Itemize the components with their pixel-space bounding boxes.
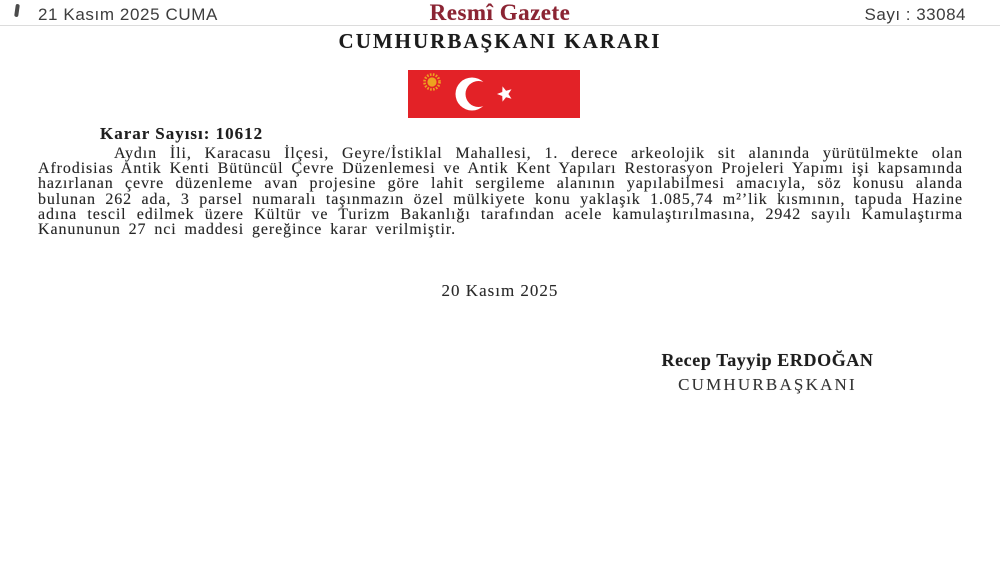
turkish-flag-graphic	[408, 70, 580, 118]
decision-body-text: Aydın İli, Karacasu İlçesi, Geyre/İstiklal Mahallesi, 1. derece arkeolojik sit alanında yürütülmekte olan Afrodisias Antik Kenti Bütüncül Çevre Düzenlemesi ve Antik Kent Yapıları Restorasyon Projeleri Yapımı işi kapsamında hazırlanan çevre düzenleme avan projesine göre lahit sergileme alanının yapılabilmesi amacıyla, söz konusu alanda bulunan 262 ada, 3 parsel numaralı taşınmazın özel mülkiyete konu yaklaşık 1.085,74 m²’lik kısmının, tapuda Hazine adına tescil edilmek üzere Kültür ve Turizm Bakanlığı tarafından acele kamulaştırılmasına, 2942 sayılı Kamulaştırma Kanununun 27 nci maddesi gereğince karar verilmiştir.	[38, 145, 963, 239]
gazette-date: 21 Kasım 2025 CUMA	[38, 5, 218, 24]
masthead-divider	[0, 25, 1000, 26]
decision-heading: CUMHURBAŞKANI KARARI	[338, 29, 662, 53]
signature-block	[565, 350, 970, 395]
decision-date: 20 Kasım 2025	[441, 281, 559, 300]
flag-field	[408, 70, 580, 118]
turkish-presidential-flag-image	[408, 70, 580, 118]
decision-number-line: Karar Sayısı: 10612	[100, 124, 264, 143]
gazette-title: Resmî Gazete	[429, 0, 571, 25]
presidential-seal-sun	[427, 77, 436, 86]
crescent-inner	[466, 81, 492, 107]
president-name: Recep Tayyip ERDOĞAN	[661, 350, 874, 370]
president-title: CUMHURBAŞKANI	[678, 375, 857, 394]
gazette-issue-number: Sayı : 33084	[864, 5, 966, 24]
